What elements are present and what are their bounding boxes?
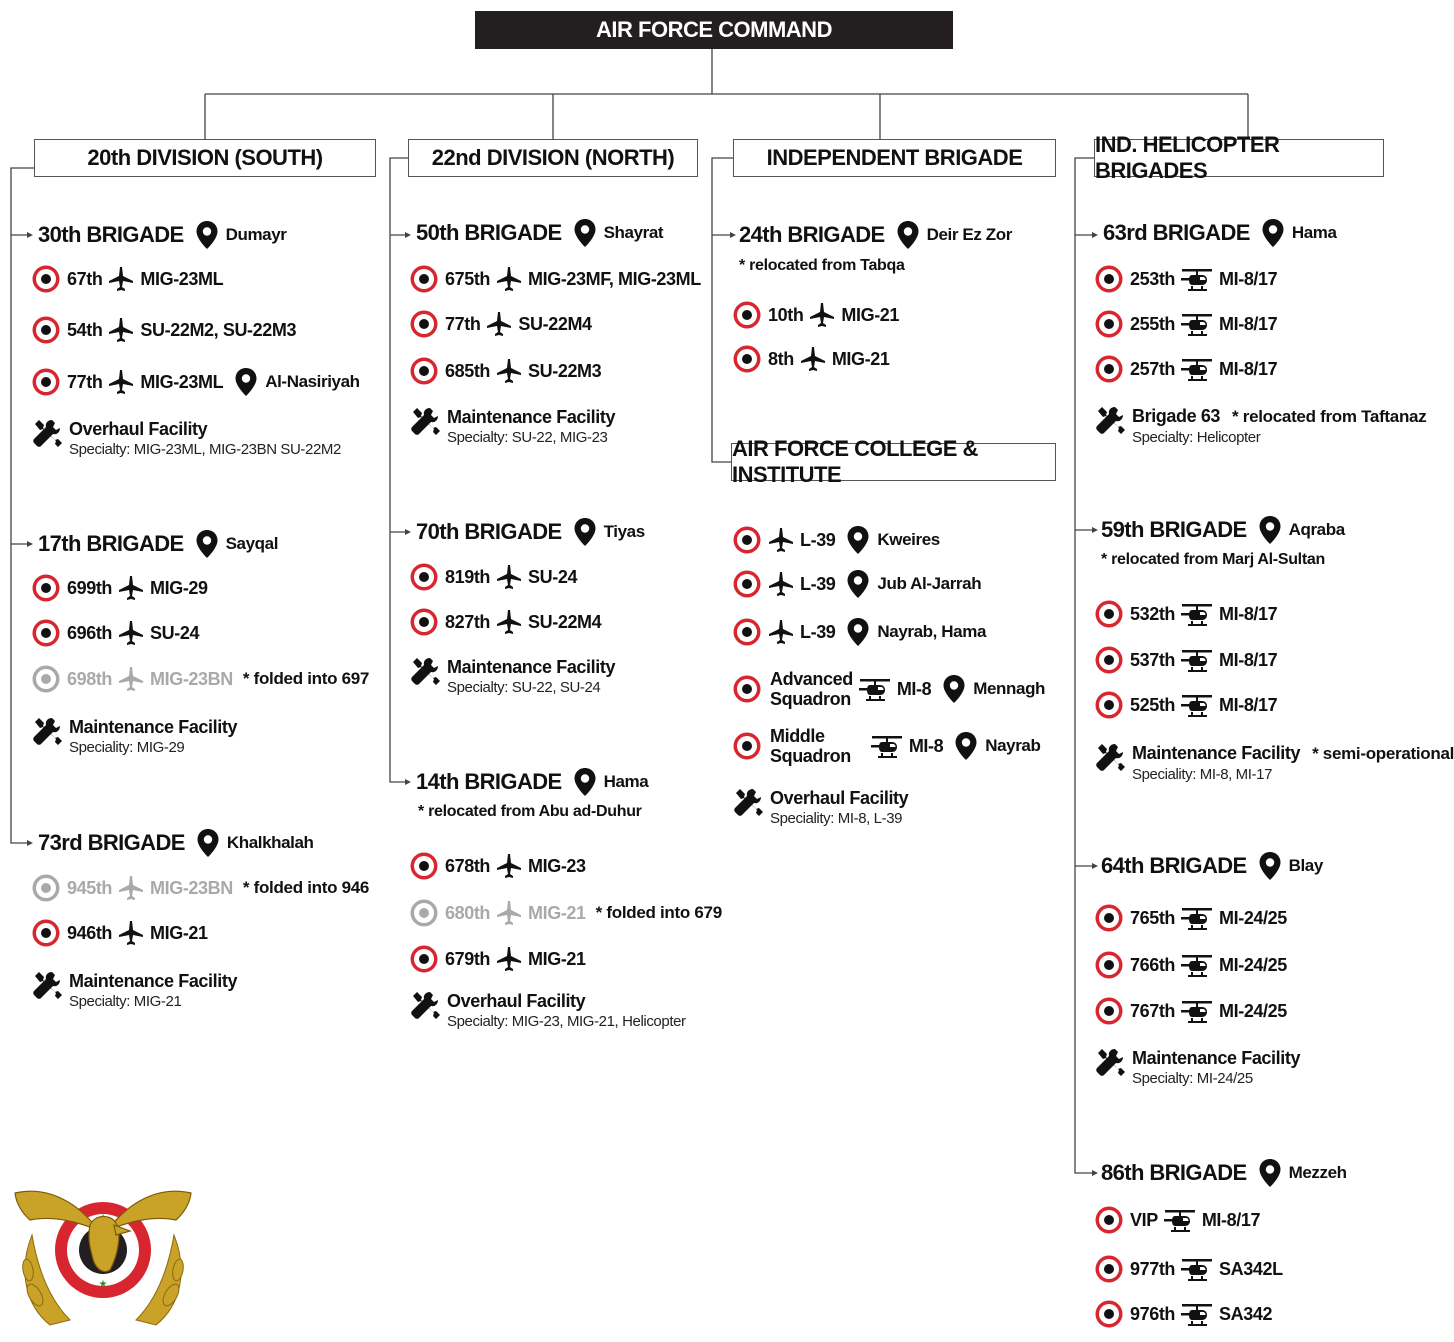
college-unit — [733, 525, 940, 555]
squadron-number: 77th — [67, 371, 103, 392]
plane-icon — [496, 946, 522, 972]
plane-icon — [108, 266, 134, 292]
squadron-row — [1095, 264, 1277, 294]
aircraft-type: MI-8/17 — [1219, 694, 1278, 715]
plane-icon — [118, 666, 144, 692]
air-force-command-header: AIR FORCE COMMAND — [475, 11, 953, 49]
wrench-icon — [1095, 405, 1125, 435]
squadron-number: 679th — [445, 948, 491, 969]
squadron-number: 977th — [1130, 1258, 1176, 1279]
plane-icon — [809, 302, 835, 328]
plane-icon — [496, 564, 522, 590]
roundel-icon — [1095, 600, 1123, 628]
roundel-icon — [410, 563, 438, 591]
relocation-note: * relocated from Tabqa — [739, 257, 905, 274]
brigade-name: 86th BRIGADE — [1101, 1160, 1247, 1185]
aircraft-type: SU-22M4 — [518, 313, 592, 334]
facility — [32, 970, 237, 1012]
squadron-row — [410, 264, 701, 294]
squadron-row — [32, 315, 296, 345]
squadron-name: Advanced — [770, 669, 853, 689]
aircraft-type: MIG-23BN — [150, 668, 233, 689]
roundel-icon — [733, 526, 761, 554]
college-unit — [733, 725, 1040, 767]
squadron-number: 698th — [67, 668, 113, 689]
plane-icon — [118, 575, 144, 601]
college-unit — [733, 668, 1045, 710]
roundel-icon — [733, 570, 761, 598]
squadron-number: 255th — [1130, 313, 1176, 334]
aircraft-type: MI-8/17 — [1219, 268, 1278, 289]
location-pin-icon — [847, 526, 869, 554]
squadron-number: 767th — [1130, 1000, 1176, 1021]
helicopter-icon — [1181, 998, 1213, 1024]
aircraft-type: MIG-23ML — [140, 371, 224, 392]
helicopter-icon — [1181, 952, 1213, 978]
location-pin-icon — [1259, 1159, 1281, 1187]
facility-specialty: Speciality: MI-8, MI-17 — [1132, 766, 1273, 783]
squadron-number: 766th — [1130, 954, 1176, 975]
roundel-icon — [410, 265, 438, 293]
college-unit — [733, 617, 986, 647]
unit-location: Jub Al-Jarrah — [877, 574, 982, 593]
squadron-row — [1095, 996, 1287, 1026]
svg-text:★: ★ — [98, 1279, 108, 1290]
squadron-row — [1095, 690, 1277, 720]
facility-title: Overhaul Facility — [447, 991, 586, 1011]
helicopter-icon — [1164, 1207, 1196, 1233]
brigade-50 — [416, 218, 663, 248]
aircraft-type: MIG-23MF, MIG-23ML — [528, 268, 701, 289]
squadron-number: 54th — [67, 319, 103, 340]
squadron-number: 525th — [1130, 694, 1176, 715]
location-pin-icon — [574, 518, 596, 546]
aircraft-type: SA342 — [1219, 1303, 1273, 1324]
brigade-location: Deir Ez Zor — [926, 225, 1012, 244]
brigade-name: 64th BRIGADE — [1101, 853, 1247, 878]
squadron-row-folded — [32, 664, 369, 694]
roundel-icon — [410, 357, 438, 385]
squadron-row — [1095, 1299, 1272, 1329]
aircraft-type: L-39 — [800, 621, 836, 642]
squadron-row — [1095, 903, 1287, 933]
helicopter-icon — [1181, 1301, 1213, 1327]
helicopter-icon — [1181, 311, 1213, 337]
roundel-icon — [1095, 1300, 1123, 1328]
aircraft-type: MI-24/25 — [1219, 1000, 1287, 1021]
plane-icon — [496, 266, 522, 292]
location-pin-icon — [574, 219, 596, 247]
aircraft-type: MIG-21 — [528, 948, 586, 969]
aircraft-type: MIG-21 — [528, 902, 586, 923]
aircraft-type: MI-8/17 — [1201, 1209, 1261, 1230]
plane-icon — [800, 346, 826, 372]
aircraft-type: MI-24/25 — [1219, 907, 1287, 928]
roundel-icon — [733, 675, 761, 703]
squadron-row — [32, 264, 223, 294]
brigade-location: Hama — [1291, 223, 1337, 242]
squadron-name: Middle — [770, 726, 825, 746]
facility-title: Brigade 63 — [1132, 406, 1221, 426]
roundel-icon — [1095, 997, 1123, 1025]
squadron-row — [1095, 1205, 1260, 1235]
location-pin-icon — [897, 221, 919, 249]
squadron-row — [32, 918, 208, 948]
aircraft-type: MI-8/17 — [1219, 358, 1278, 379]
aircraft-type: MIG-23 — [528, 855, 586, 876]
facility-specialty: Specialty: SU-22, MIG-23 — [447, 429, 608, 446]
brigade-location: Blay — [1288, 856, 1323, 875]
roundel-icon — [410, 608, 438, 636]
squadron-number: 77th — [445, 313, 481, 334]
wrench-icon — [733, 787, 763, 817]
facility — [1095, 742, 1454, 785]
facility-specialty: Specialty: SU-22, SU-24 — [447, 679, 601, 696]
relocation-note: * relocated from Taftanaz — [1232, 407, 1427, 426]
brigade-name: 14th BRIGADE — [416, 769, 562, 794]
facility-specialty: Speciality: MIG-29 — [69, 739, 185, 756]
plane-icon — [108, 317, 134, 343]
unit-location: Nayrab, Hama — [877, 622, 987, 641]
brigade-location: Tiyas — [603, 522, 645, 541]
brigade-86 — [1101, 1158, 1347, 1188]
roundel-icon — [32, 316, 60, 344]
independent-brigade-header: INDEPENDENT BRIGADE — [733, 139, 1056, 177]
brigade-64 — [1101, 851, 1323, 881]
roundel-icon — [410, 852, 438, 880]
brigade-name: 17th BRIGADE — [38, 531, 184, 556]
roundel-icon — [32, 919, 60, 947]
squadron-name: Squadron — [770, 689, 851, 709]
brigade-name: 73rd BRIGADE — [38, 830, 185, 855]
brigade-59 — [1101, 515, 1345, 569]
helicopter-icon — [1181, 1256, 1213, 1282]
brigade-name: 70th BRIGADE — [416, 519, 562, 544]
squadron-number: 696th — [67, 622, 113, 643]
squadron-row — [1095, 1254, 1283, 1284]
status-note: * semi-operational — [1312, 744, 1454, 763]
brigade-73 — [38, 828, 314, 858]
facility — [410, 990, 686, 1032]
aircraft-type: MI-24/25 — [1219, 954, 1287, 975]
roundel-icon — [733, 301, 761, 329]
brigade-24 — [739, 220, 1012, 275]
roundel-icon — [32, 874, 60, 902]
location-pin-icon — [847, 618, 869, 646]
facility-title: Maintenance Facility — [1132, 743, 1301, 763]
facility-title: Overhaul Facility — [770, 788, 909, 808]
location-pin-icon — [235, 368, 257, 396]
roundel-icon — [1095, 691, 1123, 719]
roundel-icon — [1095, 1255, 1123, 1283]
wrench-icon — [410, 656, 440, 686]
plane-icon — [496, 358, 522, 384]
brigade-location: Shayrat — [603, 223, 664, 242]
brigade-17 — [38, 529, 278, 559]
facility — [32, 418, 341, 460]
location-pin-icon — [847, 570, 869, 598]
college-unit — [733, 569, 981, 599]
roundel-icon — [1095, 904, 1123, 932]
air-force-emblem-logo — [10, 1175, 196, 1331]
squadron-row — [1095, 950, 1287, 980]
squadron-number: 67th — [67, 268, 103, 289]
squadron-row — [32, 573, 208, 603]
helicopter-icon — [1181, 647, 1213, 673]
helicopter-icon — [1181, 601, 1213, 627]
facility-specialty: Specialty: MIG-23ML, MIG-23BN SU-22M2 — [69, 441, 341, 458]
roundel-icon — [32, 368, 60, 396]
helicopter-icon — [1181, 692, 1213, 718]
aircraft-type: MIG-21 — [831, 348, 890, 369]
roundel-icon — [32, 665, 60, 693]
unit-location: Mennagh — [973, 679, 1046, 698]
plane-icon — [486, 311, 512, 337]
roundel-icon — [733, 345, 761, 373]
unit-location: Kweires — [877, 530, 940, 549]
wrench-icon — [410, 990, 440, 1020]
brigade-name: 50th BRIGADE — [416, 220, 562, 245]
facility — [410, 656, 615, 698]
plane-icon — [496, 609, 522, 635]
facility — [1095, 405, 1426, 448]
squadron-row — [1095, 309, 1277, 339]
facility-title: Maintenance Facility — [69, 717, 238, 737]
squadron-row — [32, 618, 199, 648]
squadron-row — [1095, 599, 1277, 629]
roundel-icon — [410, 310, 438, 338]
squadron-number: 699th — [67, 577, 113, 598]
roundel-icon — [733, 618, 761, 646]
location-pin-icon — [574, 768, 596, 796]
aircraft-type: SU-24 — [150, 622, 200, 643]
aircraft-type: MIG-23ML — [140, 268, 224, 289]
squadron-number: 10th — [768, 304, 804, 325]
location-pin-icon — [197, 829, 219, 857]
squadron-row — [410, 356, 601, 386]
brigade-location: Hama — [603, 772, 649, 791]
squadron-row-folded — [32, 873, 369, 903]
plane-icon — [118, 620, 144, 646]
roundel-icon — [1095, 310, 1123, 338]
facility — [410, 406, 615, 448]
aircraft-type: MIG-21 — [841, 304, 900, 325]
helicopter-icon — [1181, 905, 1213, 931]
roundel-icon — [32, 574, 60, 602]
squadron-row — [410, 562, 577, 592]
facility-specialty: Specialty: MIG-21 — [69, 993, 182, 1010]
facility-specialty: Specialty: MIG-23, MIG-21, Helicopter — [447, 1013, 686, 1030]
location-pin-icon — [1262, 219, 1284, 247]
brigade-name: 63rd BRIGADE — [1103, 220, 1250, 245]
squadron-number: VIP — [1130, 1209, 1158, 1230]
squadron-number: 257th — [1130, 358, 1176, 379]
aircraft-type: MI-8 — [896, 678, 932, 699]
brigade-location: Aqraba — [1288, 520, 1345, 539]
squadron-row — [410, 944, 586, 974]
plane-icon — [768, 571, 794, 597]
squadron-number: 675th — [445, 268, 491, 289]
wrench-icon — [1095, 1047, 1125, 1077]
facility — [1095, 1047, 1300, 1089]
squadron-number: 946th — [67, 922, 113, 943]
squadron-number: 253th — [1130, 268, 1176, 289]
helicopter-icon — [1181, 356, 1213, 382]
plane-icon — [108, 369, 134, 395]
facility-title: Maintenance Facility — [69, 971, 238, 991]
facility-title: Maintenance Facility — [447, 657, 616, 677]
wrench-icon — [410, 406, 440, 436]
location-pin-icon — [955, 732, 977, 760]
plane-icon — [118, 920, 144, 946]
helicopter-icon — [1181, 266, 1213, 292]
aircraft-type: MI-8/17 — [1219, 603, 1278, 624]
helicopter-brigades-header: IND. HELICOPTER BRIGADES — [1094, 139, 1384, 177]
location-pin-icon — [1259, 516, 1281, 544]
squadron-row — [410, 851, 586, 881]
facility-title: Overhaul Facility — [69, 419, 208, 439]
roundel-icon — [733, 732, 761, 760]
roundel-icon — [410, 899, 438, 927]
roundel-icon — [410, 945, 438, 973]
squadron-number: 827th — [445, 611, 491, 632]
wrench-icon — [32, 418, 62, 448]
facility-specialty: Specialty: Helicopter — [1132, 429, 1261, 446]
aircraft-type: SA342L — [1219, 1258, 1283, 1279]
plane-icon — [496, 900, 522, 926]
squadron-number: 976th — [1130, 1303, 1176, 1324]
brigade-14 — [416, 767, 648, 821]
roundel-icon — [1095, 951, 1123, 979]
squadron-number: 685th — [445, 360, 491, 381]
squadron-number: 537th — [1130, 649, 1176, 670]
facility-specialty: Speciality: MI-8, L-39 — [770, 810, 903, 827]
division-22-header: 22nd DIVISION (NORTH) — [408, 139, 698, 177]
relocation-note: * relocated from Marj Al-Sultan — [1101, 551, 1325, 568]
facility-title: Maintenance Facility — [1132, 1048, 1301, 1068]
squadron-location: Al-Nasiriyah — [265, 372, 360, 391]
folded-note: * folded into 697 — [242, 669, 370, 688]
squadron-number: 532th — [1130, 603, 1176, 624]
wrench-icon — [32, 716, 62, 746]
aircraft-type: MI-8/17 — [1219, 313, 1278, 334]
aircraft-type: SU-22M2, SU-22M3 — [140, 319, 297, 340]
roundel-icon — [1095, 646, 1123, 674]
aircraft-type: SU-24 — [528, 566, 578, 587]
unit-location: Nayrab — [985, 736, 1041, 755]
brigade-63 — [1103, 218, 1337, 248]
location-pin-icon — [196, 530, 218, 558]
facility — [32, 716, 237, 758]
aircraft-type: SU-22M4 — [528, 611, 602, 632]
wrench-icon — [1095, 742, 1125, 772]
helicopter-icon — [871, 733, 903, 759]
location-pin-icon — [1259, 852, 1281, 880]
squadron-row — [410, 607, 601, 637]
roundel-icon — [1095, 1206, 1123, 1234]
aircraft-type: L-39 — [800, 529, 836, 550]
squadron-row — [32, 367, 360, 397]
squadron-row — [1095, 645, 1277, 675]
aircraft-type: L-39 — [800, 573, 836, 594]
location-pin-icon — [196, 221, 218, 249]
facility — [733, 787, 908, 829]
brigade-70 — [416, 517, 645, 547]
brigade-name: 24th BRIGADE — [739, 222, 885, 247]
squadron-number: 819th — [445, 566, 491, 587]
brigade-location: Khalkhalah — [226, 833, 314, 852]
aircraft-type: MI-8/17 — [1219, 649, 1278, 670]
brigade-location: Dumayr — [225, 225, 287, 244]
squadron-row-folded — [410, 898, 722, 928]
brigade-name: 30th BRIGADE — [38, 222, 184, 247]
squadron-number: 678th — [445, 855, 491, 876]
brigade-name: 59th BRIGADE — [1101, 517, 1247, 542]
brigade-location: Sayqal — [225, 534, 279, 553]
brigade-location: Mezzeh — [1288, 1163, 1347, 1182]
plane-icon — [118, 875, 144, 901]
roundel-icon — [1095, 355, 1123, 383]
division-20-header: 20th DIVISION (SOUTH) — [34, 139, 376, 177]
squadron-number: 8th — [768, 348, 794, 369]
squadron-number: 765th — [1130, 907, 1176, 928]
folded-note: * folded into 946 — [242, 878, 370, 897]
brigade-30 — [38, 220, 287, 250]
location-pin-icon — [943, 675, 965, 703]
squadron-row — [1095, 354, 1277, 384]
squadron-name: Squadron — [770, 746, 851, 766]
roundel-icon — [32, 265, 60, 293]
folded-note: * folded into 679 — [595, 903, 722, 922]
squadron-row — [733, 300, 899, 330]
squadron-number: 680th — [445, 902, 491, 923]
aircraft-type: MIG-29 — [150, 577, 208, 598]
squadron-row — [410, 309, 592, 339]
squadron-row — [733, 344, 889, 374]
facility-title: Maintenance Facility — [447, 407, 616, 427]
helicopter-icon — [859, 676, 891, 702]
aircraft-type: MIG-23BN — [150, 877, 233, 898]
relocation-note: * relocated from Abu ad-Duhur — [418, 803, 642, 820]
plane-icon — [768, 619, 794, 645]
roundel-icon — [1095, 265, 1123, 293]
facility-specialty: Specialty: MI-24/25 — [1132, 1070, 1253, 1087]
squadron-number: 945th — [67, 877, 113, 898]
aircraft-type: MIG-21 — [150, 922, 208, 943]
plane-icon — [768, 527, 794, 553]
aircraft-type: SU-22M3 — [528, 360, 602, 381]
college-header: AIR FORCE COLLEGE & INSTITUTE — [731, 443, 1056, 481]
plane-icon — [496, 853, 522, 879]
wrench-icon — [32, 970, 62, 1000]
aircraft-type: MI-8 — [908, 735, 944, 756]
roundel-icon — [32, 619, 60, 647]
